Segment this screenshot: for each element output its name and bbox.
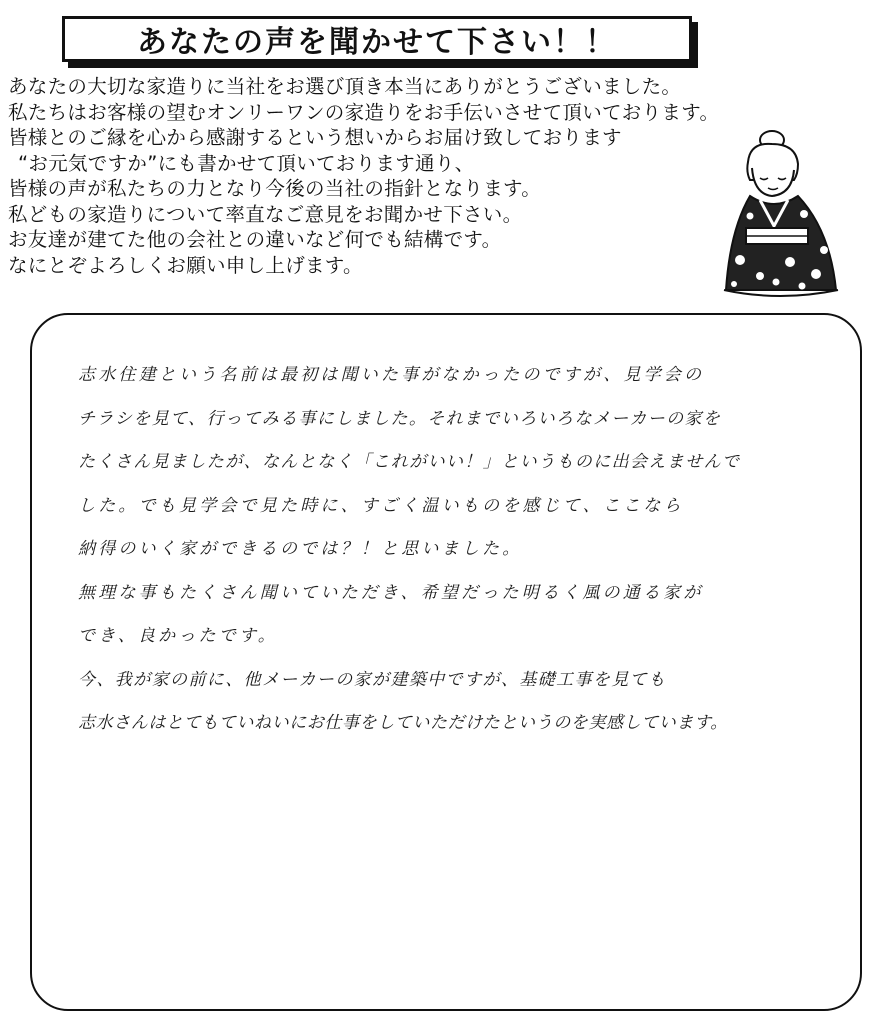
letter-line: した。でも見学会で見た時に、すごく温いものを感じて、ここなら (78, 495, 684, 516)
intro-line: あなたの大切な家造りに当社をお選び頂き本当にありがとうございました。 (8, 75, 682, 98)
title-banner (62, 16, 692, 62)
intro-line: お友達が建てた他の会社との違いなど何でも結構です。 (8, 228, 502, 251)
intro-line: 私どもの家造りについて率直なご意見をお聞かせ下さい。 (8, 202, 523, 226)
letter-line: チラシを見て、行ってみる事にしました。それまでいろいろなメーカーの家を (78, 408, 722, 429)
letter-line: でき、良かったです。 (78, 626, 278, 646)
letter-line: 納得のいく家ができるのでは？！と思いました。 (78, 539, 523, 559)
customer-letter (78, 354, 858, 746)
intro-line: 皆様とのご縁を心から感謝するという想いからお届け致しております (8, 126, 622, 149)
intro-line: なにとぞよろしくお願い申し上げます。 (8, 253, 363, 277)
letter-line: たくさん見ましたが、なんとなく「これがいい！」というものに出会えませんで (78, 452, 741, 472)
intro-line: “お元気ですか”にも書かせて頂いております通り、 (18, 151, 475, 175)
intro-message (8, 74, 838, 278)
letter-line: 無理な事もたくさん聞いていただき、希望だった明るく風の通る家が (78, 582, 704, 603)
intro-line: 皆様の声が私たちの力となり今後の当社の指針となります。 (8, 177, 542, 200)
letter-line: 今、我が家の前に、他メーカーの家が建築中ですが、基礎工事を見ても (78, 669, 667, 690)
page-title: あなたの声を聞かせて下さい！！ (137, 25, 617, 60)
letter-line: 志水さんはとてもていねいにお仕事をしていただけたというのを実感しています。 (78, 713, 728, 733)
kimono-woman-illustration (720, 130, 842, 298)
letter-line: 志水住建という名前は最初は聞いた事がなかったのですが、見学会の (78, 365, 705, 385)
intro-line: 私たちはお客様の望むオンリーワンの家造りをお手伝いさせて頂いております。 (8, 100, 720, 124)
